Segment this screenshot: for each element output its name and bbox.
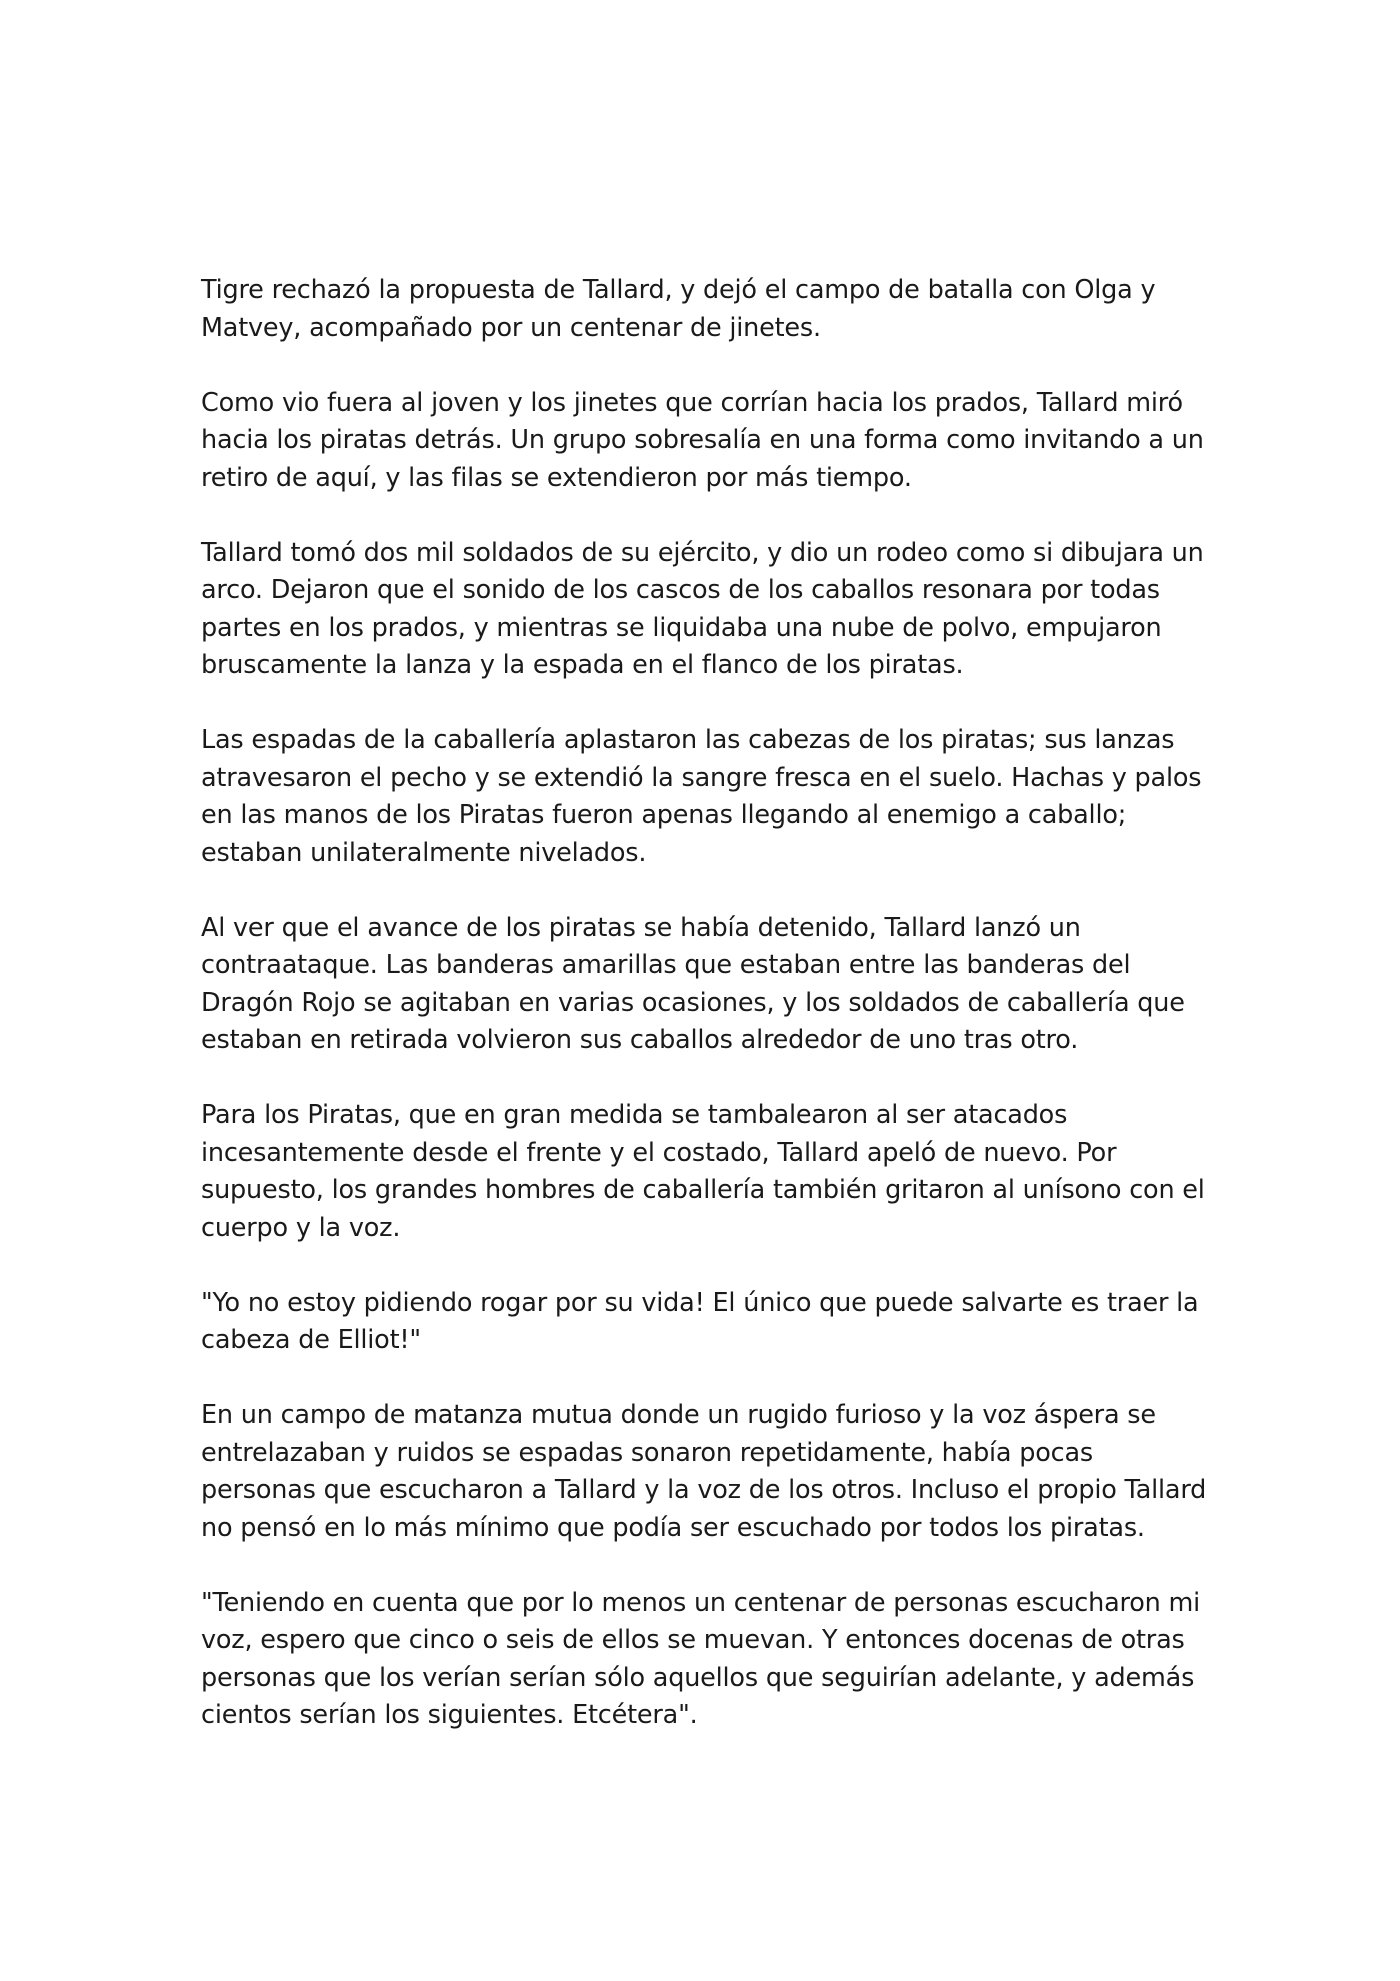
paragraph: Para los Piratas, que en gran medida se tambalearon al ser atacados incesantemente desde el frente y el costado, Tallard apeló de nuevo. Por supuesto, los grandes hombres de caballería también gritaron al unísono con el cuerpo y la voz. — [201, 1100, 1205, 1243]
paragraph: Tigre rechazó la propuesta de Tallard, y dejó el campo de batalla con Olga y Matvey, acompañado por un centenar de jinetes. — [201, 275, 1156, 343]
paragraph: Las espadas de la caballería aplastaron las cabezas de los piratas; sus lanzas atravesaron el pecho y se extendió la sangre fresca en el suelo. Hachas y palos en las manos de los Piratas fueron apenas llegando al enemigo a caballo; estaban unilateralmente nivelados. — [201, 725, 1202, 868]
paragraph: Al ver que el avance de los piratas se había detenido, Tallard lanzó un contraataque. Las banderas amarillas que estaban entre las banderas del Dragón Rojo se agitaban en varias ocasiones, y los soldados de caballería que estaban en retirada volvieron sus caballos alrededor de uno tras otro. — [201, 912, 1185, 1055]
paragraph: En un campo de matanza mutua donde un rugido furioso y la voz áspera se entrelazaban y ruidos se espadas sonaron repetidamente, había pocas personas que escucharon a Tallard y la voz de los otros. Incluso el propio Tallard no pensó en lo más mínimo que podía ser escuchado por todos los piratas. — [201, 1400, 1207, 1543]
body-text — [201, 272, 1211, 1735]
paragraph: "Yo no estoy pidiendo rogar por su vida! El único que puede salvarte es traer la cabeza de Elliot!" — [201, 1287, 1199, 1355]
paragraph: Como vio fuera al joven y los jinetes que corrían hacia los prados, Tallard miró hacia los piratas detrás. Un grupo sobresalía en una forma como invitando a un retiro de aquí, y las filas se extendieron por más tiempo. — [201, 387, 1204, 493]
paragraph: "Teniendo en cuenta que por lo menos un centenar de personas escucharon mi voz, espero que cinco o seis de ellos se muevan. Y entonces docenas de otras personas que los verían serían sólo aquellos que seguirían adelante, y además cientos serían los siguientes. Etcétera". — [201, 1587, 1201, 1730]
paragraph: Tallard tomó dos mil soldados de su ejército, y dio un rodeo como si dibujara un arco. Dejaron que el sonido de los cascos de los caballos resonara por todas partes en los prados, y mientras se liquidaba una nube de polvo, empujaron bruscamente la lanza y la espada en el flanco de los piratas. — [201, 537, 1204, 680]
